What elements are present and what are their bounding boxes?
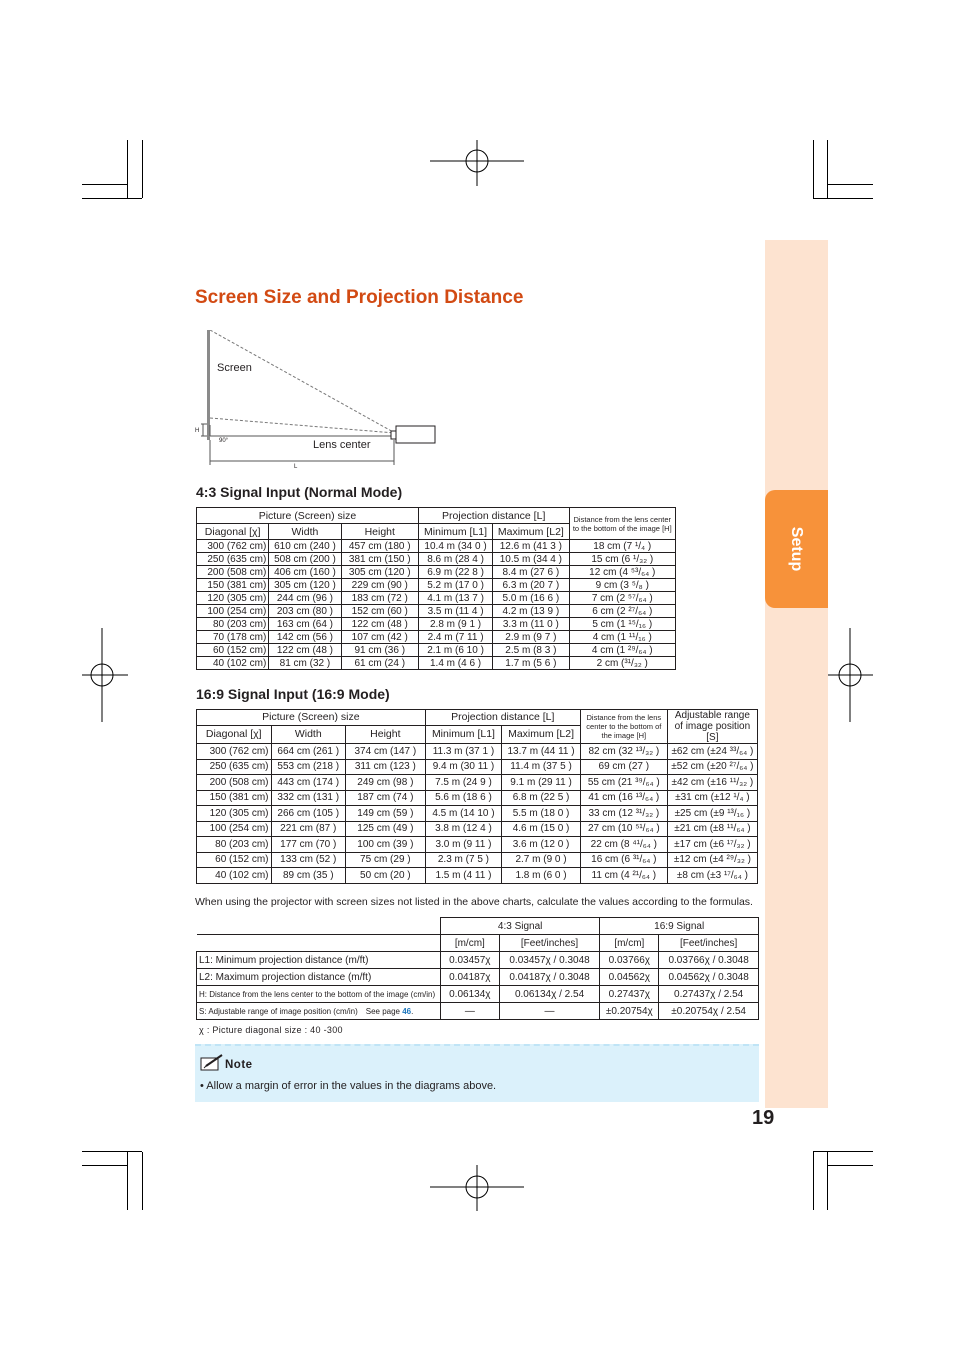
table-row [197, 806, 758, 822]
cell-diagonal: 60 (152 cm) [197, 644, 269, 657]
formula-43-metric: 0.04187χ [440, 969, 499, 986]
cell-s-range: ±12 cm (±4 ²⁹/₃₂ ) [667, 852, 757, 868]
note-divider [195, 1044, 759, 1046]
formula-43-feet: — [499, 1003, 600, 1020]
cell-min-distance: 4.1 m (13 7 ) [418, 592, 492, 605]
cell-max-distance: 11.4 m (37 5 ) [502, 759, 581, 775]
table-row [197, 790, 758, 806]
cell-max-distance: 6.8 m (22 5 ) [502, 790, 581, 806]
cell-h-distance: 16 cm (6 ³¹/₆₄ ) [580, 852, 667, 868]
cell-height: 187 cm (74 ) [346, 790, 426, 806]
cell-height: 152 cm (60 ) [341, 605, 418, 618]
cell-s-range: ±17 cm (±6 ¹⁷/₃₂ ) [667, 837, 757, 853]
cell-height: 381 cm (150 ) [341, 553, 418, 566]
cell-diagonal: 120 (305 cm) [197, 592, 269, 605]
cell-h-distance: 69 cm (27 ) [580, 759, 667, 775]
cell-width: 305 cm (120 ) [269, 579, 341, 592]
cell-max-distance: 2.7 m (9 0 ) [502, 852, 581, 868]
formula-row [197, 986, 759, 1003]
cell-width: 610 cm (240 ) [269, 540, 341, 553]
header-maximum: Maximum [L2] [493, 524, 569, 540]
table-row [197, 868, 758, 884]
cell-height: 125 cm (49 ) [346, 821, 426, 837]
formula-label-text: H: Distance from the lens center to the bottom of the image (cm/in) [199, 989, 436, 999]
projection-diagram [195, 330, 445, 472]
cell-max-distance: 4.6 m (15 0 ) [502, 821, 581, 837]
cell-diagonal: 100 (254 cm) [197, 821, 272, 837]
see-page-reference [366, 1007, 414, 1016]
cell-s-range: ±42 cm (±16 ¹¹/₃₂ ) [667, 775, 757, 791]
cell-width: 177 cm (70 ) [271, 837, 346, 853]
lens-center-label: Lens center [313, 439, 371, 451]
cell-width: 664 cm (261 ) [271, 744, 346, 760]
registration-mark-right [827, 628, 873, 722]
table-row [197, 644, 676, 657]
cell-s-range: ±62 cm (±24 ³³/₆₄ ) [667, 744, 757, 760]
section-heading-43: 4:3 Signal Input (Normal Mode) [196, 484, 403, 500]
formula-169-metric: 0.04562χ [600, 969, 659, 986]
cell-height: 311 cm (123 ) [346, 759, 426, 775]
formula-row [197, 1003, 759, 1020]
table-169-body [197, 744, 758, 884]
cell-min-distance: 2.8 m (9 1 ) [418, 618, 492, 631]
formula-169-metric: 0.03766χ [600, 952, 659, 969]
cell-h-distance: 15 cm (6 ¹/₃₂ ) [569, 553, 675, 566]
header-h-distance: Distance from the lens center to the bottom of the image [H] [569, 508, 675, 540]
cell-width: 332 cm (131 ) [271, 790, 346, 806]
header-unit-feet: [Feet/inches] [659, 935, 759, 952]
note-text: • Allow a margin of error in the values in the diagrams above. [200, 1080, 497, 1092]
cell-diagonal: 80 (203 cm) [197, 618, 269, 631]
crop-mark [827, 140, 828, 198]
formula-intro-text: When using the projector with screen sizes not listed in the above charts, calculate the values according to the formulas. [195, 896, 753, 908]
l-label: L [294, 464, 298, 470]
cell-height: 149 cm (59 ) [346, 806, 426, 822]
header-diagonal: Diagonal [χ] [197, 524, 269, 540]
cell-min-distance: 1.5 m (4 11 ) [425, 868, 502, 884]
header-diagonal: Diagonal [χ] [197, 725, 272, 743]
cell-min-distance: 5.6 m (18 6 ) [425, 790, 502, 806]
cell-height: 122 cm (48 ) [341, 618, 418, 631]
cell-h-distance: 2 cm (³¹/₃₂ ) [569, 657, 675, 670]
cell-height: 50 cm (20 ) [346, 868, 426, 884]
table-row [197, 553, 676, 566]
cell-diagonal: 60 (152 cm) [197, 852, 272, 868]
table-row [197, 579, 676, 592]
cell-h-distance: 82 cm (32 ¹³/₃₂ ) [580, 744, 667, 760]
see-page-link[interactable]: 46 [402, 1006, 412, 1016]
registration-mark-left [82, 628, 128, 722]
cell-s-range: ±21 cm (±8 ¹¹/₆₄ ) [667, 821, 757, 837]
cell-h-distance: 4 cm (1 ¹¹/₁₆ ) [569, 631, 675, 644]
screen-bar [207, 330, 210, 440]
cell-min-distance: 11.3 m (37 1 ) [425, 744, 502, 760]
cell-h-distance: 22 cm (8 ⁴¹/₆₄ ) [580, 837, 667, 853]
cell-diagonal: 100 (254 cm) [197, 605, 269, 618]
cell-max-distance: 4.2 m (13 9 ) [493, 605, 569, 618]
header-unit-metric: [m/cm] [600, 935, 659, 952]
angle-label: 90° [219, 438, 229, 444]
cell-height: 61 cm (24 ) [341, 657, 418, 670]
cell-height: 107 cm (42 ) [341, 631, 418, 644]
cell-h-distance: 12 cm (4 ⁵³/₆₄ ) [569, 566, 675, 579]
crop-mark [82, 198, 142, 199]
page-title: Screen Size and Projection Distance [195, 287, 524, 308]
cell-width: 122 cm (48 ) [269, 644, 341, 657]
cell-diagonal: 250 (635 cm) [197, 553, 269, 566]
cell-width: 142 cm (56 ) [269, 631, 341, 644]
section-heading-169: 16:9 Signal Input (16:9 Mode) [196, 686, 390, 702]
cell-min-distance: 2.1 m (6 10 ) [418, 644, 492, 657]
section-tab-setup[interactable] [765, 490, 828, 608]
side-margin-band [765, 240, 828, 1108]
cell-diagonal: 70 (178 cm) [197, 631, 269, 644]
header-unit-metric: [m/cm] [440, 935, 499, 952]
cell-h-distance: 41 cm (16 ¹³/₆₄ ) [580, 790, 667, 806]
cell-diagonal: 300 (762 cm) [197, 540, 269, 553]
header-minimum: Minimum [L1] [425, 725, 502, 743]
formula-row [197, 952, 759, 969]
header-h-distance: Distance from the lens center to the bottom of the image [H] [580, 710, 667, 744]
formula-body [197, 952, 759, 1020]
cell-height: 100 cm (39 ) [346, 837, 426, 853]
cell-max-distance: 10.5 m (34 4 ) [493, 553, 569, 566]
formula-label [197, 986, 441, 1003]
cell-diagonal: 40 (102 cm) [197, 657, 269, 670]
cell-h-distance: 9 cm (3 ⁵/₈ ) [569, 579, 675, 592]
page-number: 19 [752, 1107, 775, 1129]
cell-height: 305 cm (120 ) [341, 566, 418, 579]
formula-label-text: L2: Maximum projection distance (m/ft) [199, 971, 372, 983]
table-row [197, 566, 676, 579]
cell-h-distance: 18 cm (7 ¹/₄ ) [569, 540, 675, 553]
formula-43-feet: 0.06134χ / 2.54 [499, 986, 600, 1003]
cell-min-distance: 2.4 m (7 11 ) [418, 631, 492, 644]
formula-43-metric: 0.03457χ [440, 952, 499, 969]
cell-width: 221 cm (87 ) [271, 821, 346, 837]
header-maximum: Maximum [L2] [502, 725, 581, 743]
crop-mark [82, 1165, 128, 1166]
crop-mark [82, 1151, 142, 1152]
cell-width: 553 cm (218 ) [271, 759, 346, 775]
cell-h-distance: 6 cm (2 ²⁷/₆₄ ) [569, 605, 675, 618]
cell-width: 266 cm (105 ) [271, 806, 346, 822]
formula-43-metric: 0.06134χ [440, 986, 499, 1003]
note-title: Note [225, 1059, 253, 1071]
cell-height: 457 cm (180 ) [341, 540, 418, 553]
table-row [197, 540, 676, 553]
cell-width: 406 cm (160 ) [269, 566, 341, 579]
formula-label [197, 952, 441, 969]
header-43-signal: 4:3 Signal [440, 918, 599, 935]
table-row [197, 592, 676, 605]
header-width: Width [269, 524, 341, 540]
cell-width: 443 cm (174 ) [271, 775, 346, 791]
crop-mark [813, 140, 814, 198]
cell-h-distance: 7 cm (2 ⁵⁷/₆₄ ) [569, 592, 675, 605]
header-width: Width [271, 725, 346, 743]
cell-max-distance: 13.7 m (44 11 ) [502, 744, 581, 760]
table-169-signal [196, 709, 758, 884]
formula-169-feet: 0.03766χ / 0.3048 [659, 952, 759, 969]
cell-min-distance: 5.2 m (17 0 ) [418, 579, 492, 592]
header-projection-distance: Projection distance [L] [418, 508, 569, 524]
cell-height: 183 cm (72 ) [341, 592, 418, 605]
crop-mark [142, 1152, 143, 1210]
cell-diagonal: 150 (381 cm) [197, 579, 269, 592]
header-s-range: Adjustable range of image position [S] [667, 710, 757, 744]
formula-label-text: L1: Minimum projection distance (m/ft) [199, 954, 369, 966]
cell-height: 249 cm (98 ) [346, 775, 426, 791]
h-label: H [195, 428, 200, 434]
crop-mark [813, 198, 873, 199]
see-page-prefix: See page [365, 1006, 403, 1016]
header-minimum: Minimum [L1] [418, 524, 492, 540]
section-tab-label: Setup [788, 526, 806, 572]
formula-169-feet: 0.04562χ / 0.3048 [659, 969, 759, 986]
table-43-signal [196, 507, 676, 670]
formula-row [197, 969, 759, 986]
table-row [197, 618, 676, 631]
cell-height: 229 cm (90 ) [341, 579, 418, 592]
cell-h-distance: 5 cm (1 ¹⁵/₁₆ ) [569, 618, 675, 631]
cell-width: 163 cm (64 ) [269, 618, 341, 631]
cell-diagonal: 200 (508 cm) [197, 566, 269, 579]
crop-mark [127, 1152, 128, 1210]
cell-h-distance: 55 cm (21 ³⁹/₆₄ ) [580, 775, 667, 791]
cell-diagonal: 150 (381 cm) [197, 790, 272, 806]
crop-mark [82, 184, 128, 185]
crop-mark [813, 1152, 814, 1210]
table-row [197, 605, 676, 618]
cell-diagonal: 80 (203 cm) [197, 837, 272, 853]
cell-max-distance: 2.9 m (9 7 ) [493, 631, 569, 644]
table-43-body [197, 540, 676, 670]
table-row [197, 775, 758, 791]
cell-max-distance: 3.6 m (12 0 ) [502, 837, 581, 853]
cell-diagonal: 300 (762 cm) [197, 744, 272, 760]
cell-min-distance: 3.8 m (12 4 ) [425, 821, 502, 837]
cell-max-distance: 12.6 m (41 3 ) [493, 540, 569, 553]
header-picture-size: Picture (Screen) size [197, 508, 419, 524]
cell-min-distance: 9.4 m (30 11 ) [425, 759, 502, 775]
cell-s-range: ±8 cm (±3 ¹⁷/₆₄ ) [667, 868, 757, 884]
cell-min-distance: 1.4 m (4 6 ) [418, 657, 492, 670]
cell-s-range: ±52 cm (±20 ²⁷/₆₄ ) [667, 759, 757, 775]
table-row [197, 821, 758, 837]
formula-43-feet: 0.03457χ / 0.3048 [499, 952, 600, 969]
cell-max-distance: 2.5 m (8 3 ) [493, 644, 569, 657]
formula-169-metric: ±0.20754χ [600, 1003, 659, 1020]
header-unit-feet: [Feet/inches] [499, 935, 600, 952]
crop-mark [813, 1151, 873, 1152]
note-box [195, 1044, 759, 1102]
cell-min-distance: 4.5 m (14 10 ) [425, 806, 502, 822]
cell-min-distance: 6.9 m (22 8 ) [418, 566, 492, 579]
pencil-note-icon [200, 1054, 226, 1072]
cell-diagonal: 40 (102 cm) [197, 868, 272, 884]
cell-width: 203 cm (80 ) [269, 605, 341, 618]
formula-43-metric: — [440, 1003, 499, 1020]
cell-width: 244 cm (96 ) [269, 592, 341, 605]
cell-height: 374 cm (147 ) [346, 744, 426, 760]
cell-h-distance: 33 cm (12 ³¹/₃₂ ) [580, 806, 667, 822]
formula-label [197, 969, 441, 986]
cell-max-distance: 6.3 m (20 7 ) [493, 579, 569, 592]
see-page-suffix: . [411, 1006, 414, 1016]
chi-footnote: χ : Picture diagonal size : 40 -300 [199, 1025, 343, 1035]
formula-169-feet: ±0.20754χ / 2.54 [659, 1003, 759, 1020]
cell-diagonal: 250 (635 cm) [197, 759, 272, 775]
crop-mark [827, 1165, 873, 1166]
cell-s-range: ±25 cm (±9 ¹³/₁₆ ) [667, 806, 757, 822]
cell-s-range: ±31 cm (±12 ¹/₄ ) [667, 790, 757, 806]
crop-mark [827, 1152, 828, 1210]
registration-mark-top [430, 140, 524, 186]
cell-min-distance: 3.0 m (9 11 ) [425, 837, 502, 853]
formula-label [197, 1003, 441, 1020]
cell-max-distance: 3.3 m (11 0 ) [493, 618, 569, 631]
table-row [197, 759, 758, 775]
cell-max-distance: 5.5 m (18 0 ) [502, 806, 581, 822]
registration-mark-bottom [430, 1165, 524, 1211]
cell-height: 75 cm (29 ) [346, 852, 426, 868]
crop-mark [127, 140, 128, 198]
formula-table [196, 917, 759, 1020]
header-169-signal: 16:9 Signal [600, 918, 759, 935]
formula-169-metric: 0.27437χ [600, 986, 659, 1003]
header-height: Height [341, 524, 418, 540]
cell-diagonal: 120 (305 cm) [197, 806, 272, 822]
cell-min-distance: 3.5 m (11 4 ) [418, 605, 492, 618]
formula-label-text: S: Adjustable range of image position (cm/in) [199, 1006, 358, 1016]
screen-label: Screen [217, 362, 252, 374]
cell-min-distance: 7.5 m (24 9 ) [425, 775, 502, 791]
cell-width: 81 cm (32 ) [269, 657, 341, 670]
cell-h-distance: 11 cm (4 ²¹/₆₄ ) [580, 868, 667, 884]
cell-max-distance: 1.7 m (5 6 ) [493, 657, 569, 670]
projector-icon [396, 426, 435, 443]
table-row [197, 852, 758, 868]
table-row [197, 631, 676, 644]
cell-width: 508 cm (200 ) [269, 553, 341, 566]
table-row [197, 657, 676, 670]
cell-max-distance: 1.8 m (6 0 ) [502, 868, 581, 884]
cell-diagonal: 200 (508 cm) [197, 775, 272, 791]
cell-max-distance: 5.0 m (16 6 ) [493, 592, 569, 605]
crop-mark [142, 140, 143, 198]
cell-min-distance: 8.6 m (28 4 ) [418, 553, 492, 566]
cell-width: 89 cm (35 ) [271, 868, 346, 884]
crop-mark [827, 184, 873, 185]
cell-height: 91 cm (36 ) [341, 644, 418, 657]
cell-width: 133 cm (52 ) [271, 852, 346, 868]
formula-169-feet: 0.27437χ / 2.54 [659, 986, 759, 1003]
cell-min-distance: 10.4 m (34 0 ) [418, 540, 492, 553]
cell-max-distance: 9.1 m (29 11 ) [502, 775, 581, 791]
table-row [197, 744, 758, 760]
cell-max-distance: 8.4 m (27 6 ) [493, 566, 569, 579]
header-picture-size: Picture (Screen) size [197, 710, 426, 726]
header-height: Height [346, 725, 426, 743]
cell-min-distance: 2.3 m (7 5 ) [425, 852, 502, 868]
cell-h-distance: 27 cm (10 ⁵¹/₆₄ ) [580, 821, 667, 837]
table-row [197, 837, 758, 853]
cell-h-distance: 4 cm (1 ²⁹/₆₄ ) [569, 644, 675, 657]
formula-43-feet: 0.04187χ / 0.3048 [499, 969, 600, 986]
header-projection-distance: Projection distance [L] [425, 710, 580, 726]
